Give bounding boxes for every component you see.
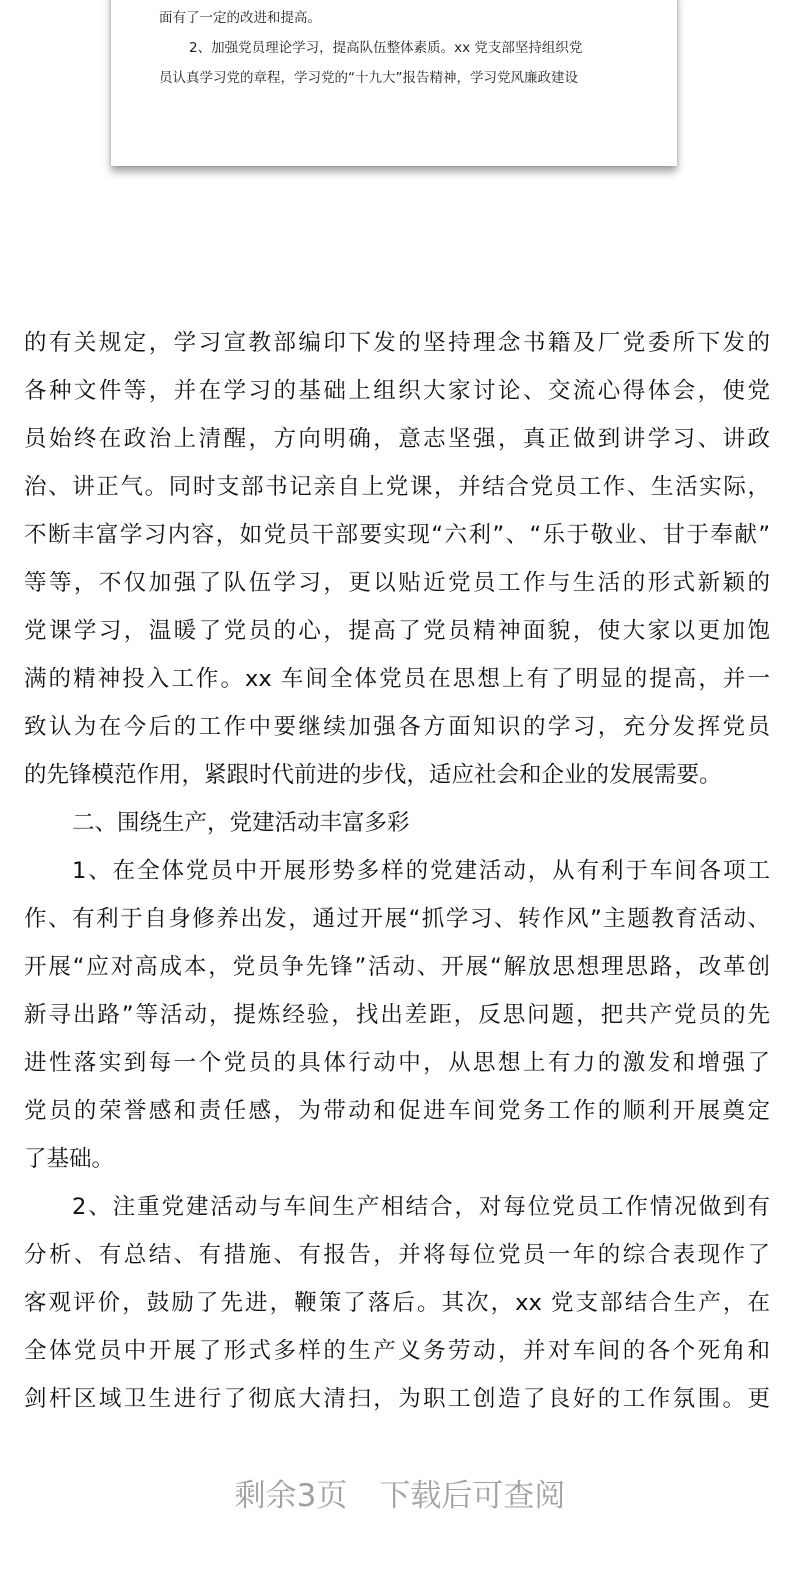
paragraph-line: 进性落实到每一个党员的具体行动中，从思想上有力的激发和增强了 [24, 1050, 770, 1076]
paragraph-line: 治、讲正气。同时支部书记亲自上党课，并结合党员工作、生活实际， [24, 474, 770, 500]
paragraph-line: 了基础。 [24, 1146, 115, 1172]
preview-page-card [111, 0, 677, 166]
paragraph-line: 剑杆区域卫生进行了彻底大清扫，为职工创造了良好的工作氛围。更 [24, 1386, 770, 1412]
paragraph-line: 1、在全体党员中开展形势多样的党建活动，从有利于车间各项工 [72, 858, 770, 884]
paragraph-line: 等等，不仅加强了队伍学习，更以贴近党员工作与生活的形式新颖的 [24, 570, 770, 596]
paragraph-line: 客观评价，鼓励了先进，鞭策了落后。其次，xx 党支部结合生产，在 [24, 1290, 770, 1316]
document-body [24, 325, 770, 1429]
card-line: 2、加强党员理论学习，提高队伍整体素质。xx 党支部坚持组织党 [189, 40, 583, 56]
paragraph-line: 二、围绕生产，党建活动丰富多彩 [72, 810, 410, 836]
paragraph-line: 的先锋模范作用，紧跟时代前进的步伐，适应社会和企业的发展需要。 [24, 762, 722, 788]
download-to-view-label[interactable]: 下载后可查阅 [379, 1478, 566, 1514]
card-line: 员认真学习党的章程，学习党的“十九大”报告精神，学习党风廉政建设 [159, 70, 578, 86]
paragraph-line: 党课学习，温暖了党员的心，提高了党员精神面貌，使大家以更加饱 [24, 618, 770, 644]
paragraph-line: 分析、有总结、有措施、有报告，并将每位党员一年的综合表现作了 [24, 1242, 770, 1268]
paragraph-line: 2、注重党建活动与车间生产相结合，对每位党员工作情况做到有 [72, 1194, 770, 1220]
paragraph-line: 致认为在今后的工作中要继续加强各方面知识的学习，充分发挥党员 [24, 714, 770, 740]
paragraph-line: 满的精神投入工作。xx 车间全体党员在思想上有了明显的提高，并一 [24, 666, 770, 692]
card-line: 面有了一定的改进和提高。 [159, 10, 321, 26]
paragraph-line: 的有关规定，学习宣教部编印下发的坚持理念书籍及厂党委所下发的 [24, 330, 770, 356]
download-prompt[interactable] [0, 1470, 800, 1515]
paragraph-line: 开展“应对高成本，党员争先锋”活动、开展“解放思想理思路，改革创 [24, 954, 770, 980]
paragraph-line: 党员的荣誉感和责任感，为带动和促进车间党务工作的顺利开展奠定 [24, 1098, 770, 1124]
paragraph-line: 作、有利于自身修养出发，通过开展“抓学习、转作风”主题教育活动、 [24, 906, 770, 932]
paragraph-line: 不断丰富学习内容，如党员干部要实现“六利”、“乐于敬业、甘于奉献” [24, 522, 770, 548]
paragraph-line: 员始终在政治上清醒，方向明确，意志坚强，真正做到讲学习、讲政 [24, 426, 770, 452]
paragraph-line: 新寻出路”等活动，提炼经验，找出差距，反思问题，把共产党员的先 [24, 1002, 770, 1028]
paragraph-line: 各种文件等，并在学习的基础上组织大家讨论、交流心得体会，使党 [24, 378, 770, 404]
remaining-pages-label: 剩余3页 [234, 1478, 348, 1514]
paragraph-line: 全体党员中开展了形式多样的生产义务劳动，并对车间的各个死角和 [24, 1338, 770, 1364]
